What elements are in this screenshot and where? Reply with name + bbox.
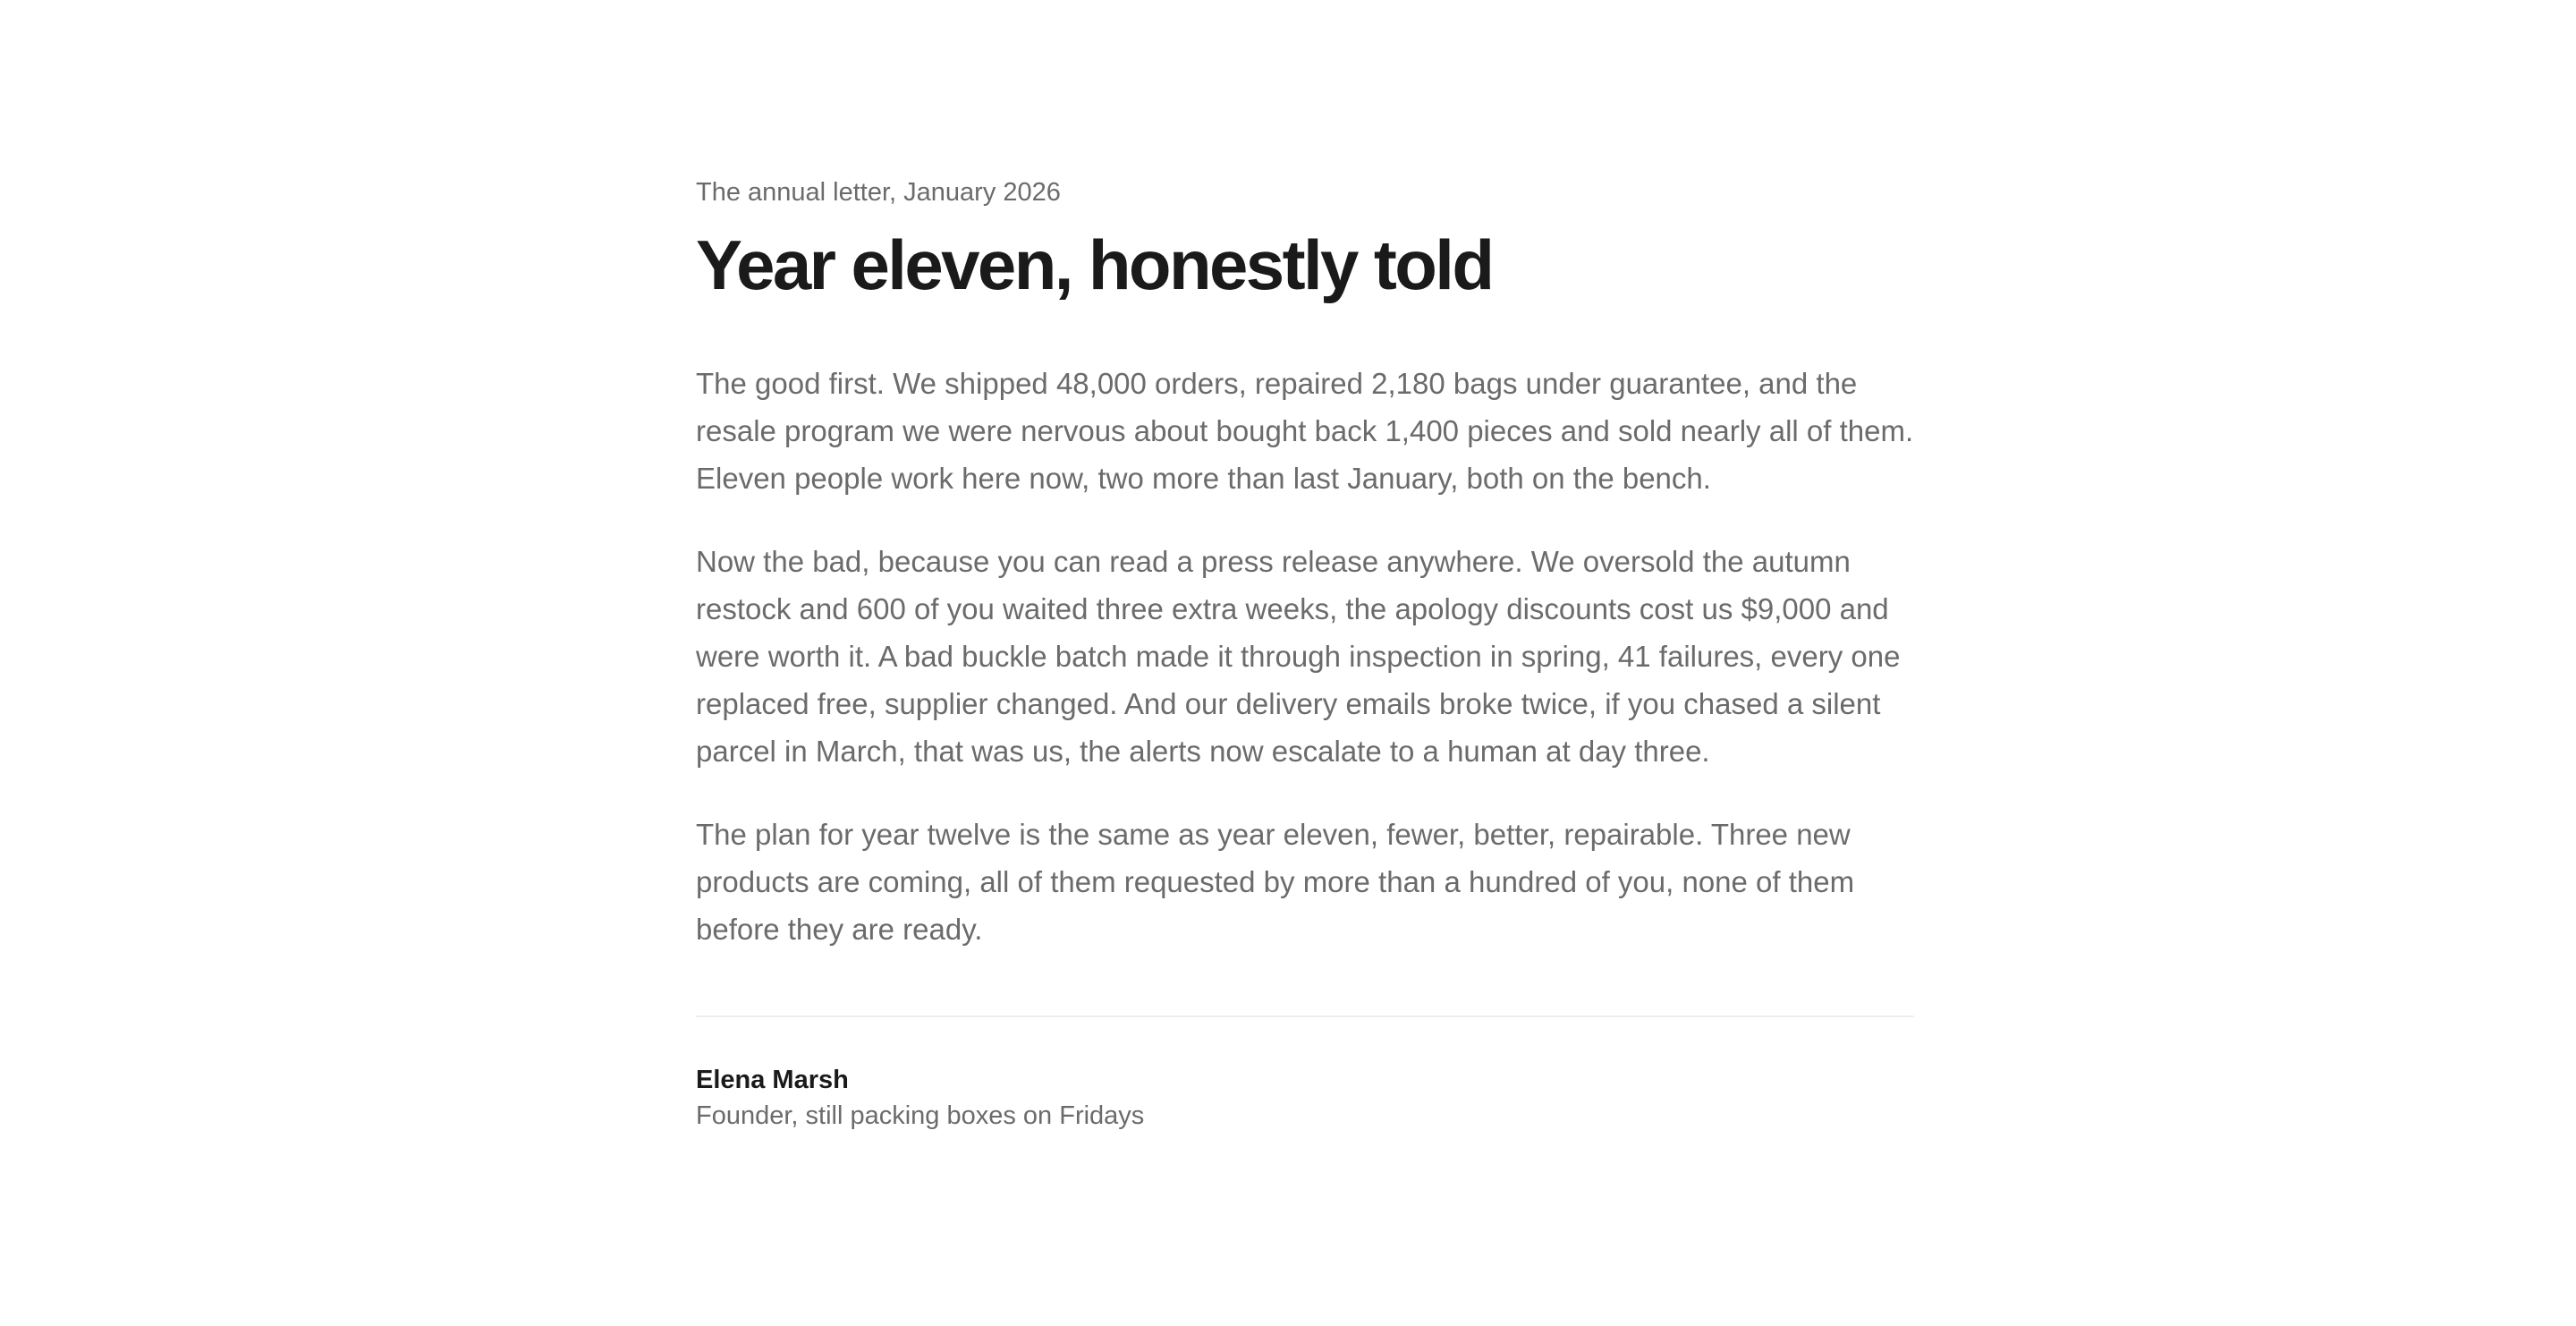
author-name: Elena Marsh [696,1066,849,1094]
letter-paragraph-good: The good first. We shipped 48,000 orders, repaired 2,180 bags under guarantee, and the resale program we were nervous about bought back 1,400 pieces and sold nearly all of them. Eleven people work here now, two more than last January, both on the bench. [696,367,1914,495]
signoff [696,1062,1914,1134]
letter-body [696,360,1914,953]
letter-eyebrow: The annual letter, January 2026 [696,178,1061,207]
signoff-divider [696,1016,1914,1017]
author-role: Founder, still packing boxes on Fridays [696,1101,1145,1130]
annual-letter [696,170,1914,1134]
letter-paragraph-plan: The plan for year twelve is the same as year eleven, fewer, better, repairable. Three new products are coming, all of them requested by more than a hundred of you, none of them before they are ready. [696,818,1855,946]
letter-paragraph-bad: Now the bad, because you can read a press release anywhere. We oversold the autumn restock and 600 of you waited three extra weeks, the apology discounts cost us $9,000 and were worth it. A bad buckle batch made it through inspection in spring, 41 failures, every one replaced free, supplier changed. And our delivery emails broke twice, if you chased a silent parcel in March, that was us, the alerts now escalate to a human at day three. [696,545,1901,768]
letter-title: Year eleven, honestly told [696,225,1493,304]
